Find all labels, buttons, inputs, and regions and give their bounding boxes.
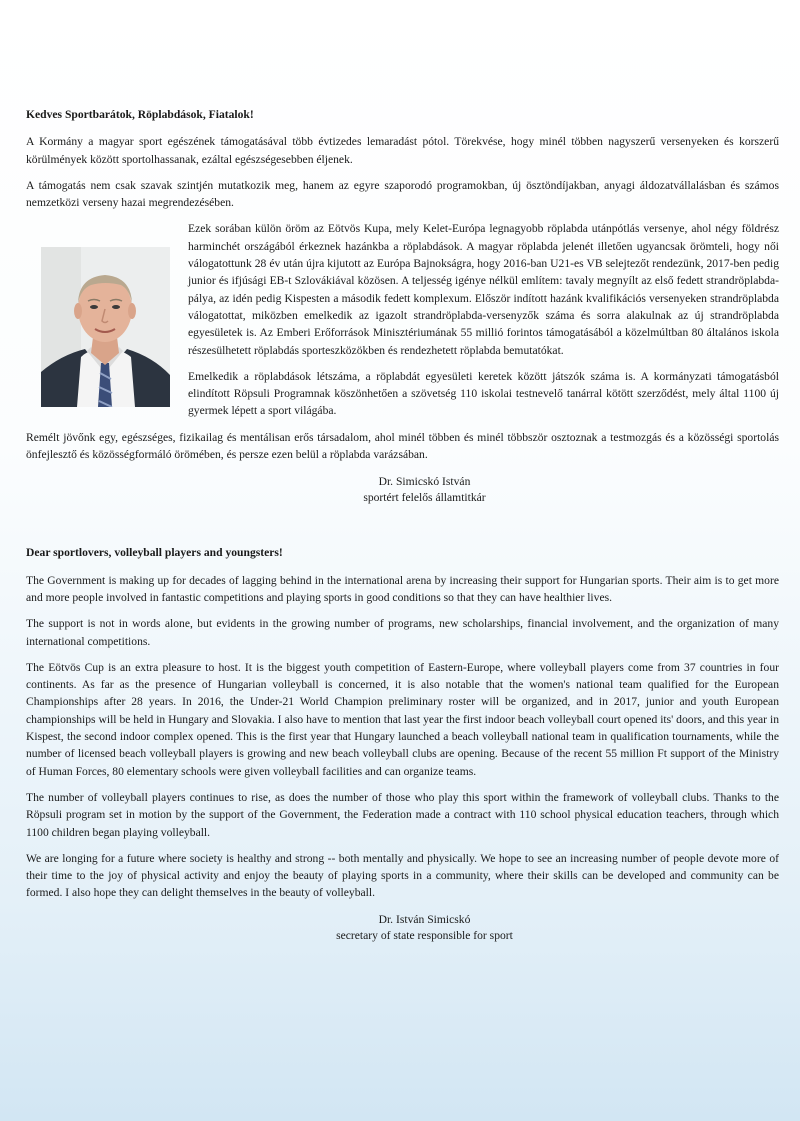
hungarian-paragraph-5: Remélt jövőnk egy, egészséges, fizikailag és mentálisan erős társadalom, ahol minél többen és minél többször osztoznak a testmozgás és a közösségi sportolás önfejlesztő és közösségformáló örömében, és persze ezen belül a röplabda varázsában. [26,430,779,462]
english-signature [26,912,779,944]
hungarian-signature [26,474,779,506]
english-signature-title: secretary of state responsible for sport [336,928,513,942]
hungarian-paragraph-1: A Kormány a magyar sport egészének támogatásával több évtizedes lemaradást pótol. Törekvése, hogy minél többen nagyszerű versenyeken és korszerű körülmények között sportolhassanak, ezáltal egészségesebben éljenek. [26,135,779,166]
english-signature-name: Dr. István Simicskó [378,912,471,926]
hungarian-section [26,106,779,506]
hungarian-paragraph-3: Ezek sorában külön öröm az Eötvös Kupa, mely Kelet-Európa legnagyobb röplabda utánpótlás versenye, ahol négy földrész harminchét országából érkeznek hazánkba a röplabdások. A magyar röplabda jelenét illetően ugyancsak örömteli, hogy női válogatottunk 28 év után újra kijutott az Európa Bajnokságra, hogy 2016-ban U21-es VB selejtezőt rendezünk, 2017-ben pedig junior és ifjúsági EB-t Szlovákiával közösen. A teljesség igénye nélkül említem: tavaly megnyílt az első fedett strandröplabda-pálya, az idén pedig Kispesten a második fedett komplexum. Először indított hazánk kvalifikációs versenyeken strandröplabda válogatottat, miközben emelkedik az igazolt strandröplabda-versenyzők száma és sorra alakulnak az új strandröplabda egyesületek is. Az Emberi Erőforrások Minisztériumának 55 millió forintos támogatásából a közelmúltban 80 általános iskola részesülhetett röplabdás sporteszközökben és rendezhetett röplabda bemutatókat. [188,222,779,357]
english-paragraph-3: The Eötvös Cup is an extra pleasure to host. It is the biggest youth competition of Eastern-Europe, where volleyball players come from 37 countries in four continents. As far as the presence of Hungarian volleyball is concerned, it is also notable that the women's national team qualified for the European Championships after 28 years. In 2016, the Under-21 World Champion preliminary roster will be organized, and in 2017, junior and youth European championships will be held in Hungary and Slovakia. I also have to mention that last year the first indoor beach volleyball court opened its' doors, and this year in Kispest, the second indoor complex opened. This is the first year that Hungary launched a beach volleyball national team in qualification tournaments, while the number of licensed beach volleyball players is growing and new beach volleyball clubs are opening. Because of the recent 55 million Ft support of the Ministry of Human Forces, 80 elementary schools were given volleyball facilities and can organize teams. [26,660,779,778]
english-greeting: Dear sportlovers, volleyball players and youngsters! [26,546,283,560]
english-paragraph-5: We are longing for a future where society is healthy and strong -- both mentally and physically. We hope to see an increasing number of people devote more of their time to the joy of physical activity and enjoy the beauty of playing sports in a community, where their skills can be developed and community can be formed. I also hope they can delight themselves in the beauty of volleyball. [26,851,779,900]
hungarian-signature-title: sportért felelős államtitkár [363,491,486,505]
hungarian-paragraph-2: A támogatás nem csak szavak szintjén mutatkozik meg, hanem az egyre szaporodó programokban, új ösztöndíjakban, anyagi áldozatvállalásban és számos nemzetközi verseny hazai megrendezésében. [26,178,779,210]
english-section [26,544,779,943]
english-paragraph-1: The Government is making up for decades of lagging behind in the international arena by increasing their support for Hungarian sports. Their aim is to get more and more people involved in fantastic competitions and playing sports in good conditions so that they can have healthier lives. [26,573,779,604]
hungarian-greeting: Kedves Sportbarátok, Röplabdások, Fiatalok! [26,108,254,121]
hungarian-paragraph-4: Emelkedik a röplabdások létszáma, a röplabdát egyesületi keretek között játszók száma is. A kormányzati támogatásból elindított Röpsuli Programnak köszönhetően a szövetség 110 iskolai testnevelő tanárral kötött szerződést, mely által 1100 új gyermek lépett a sport világába. [188,369,779,418]
portrait-block [26,220,779,419]
english-paragraph-4: The number of volleyball players continues to rise, as does the number of those who play this sport within the framework of volleyball clubs. Thanks to the Röpsuli program set in motion by the support of the Government, the Federation made a contract with 110 school physical education teachers, through which 1100 children began playing volleyball. [26,790,779,839]
letter-page [26,106,779,944]
portrait-photo [41,247,170,407]
hungarian-signature-name: Dr. Simicskó István [378,475,471,489]
english-paragraph-2: The support is not in words alone, but evidents in the growing number of programs, new scholarships, financial involvement, and the organization of many international competitions. [26,617,779,648]
